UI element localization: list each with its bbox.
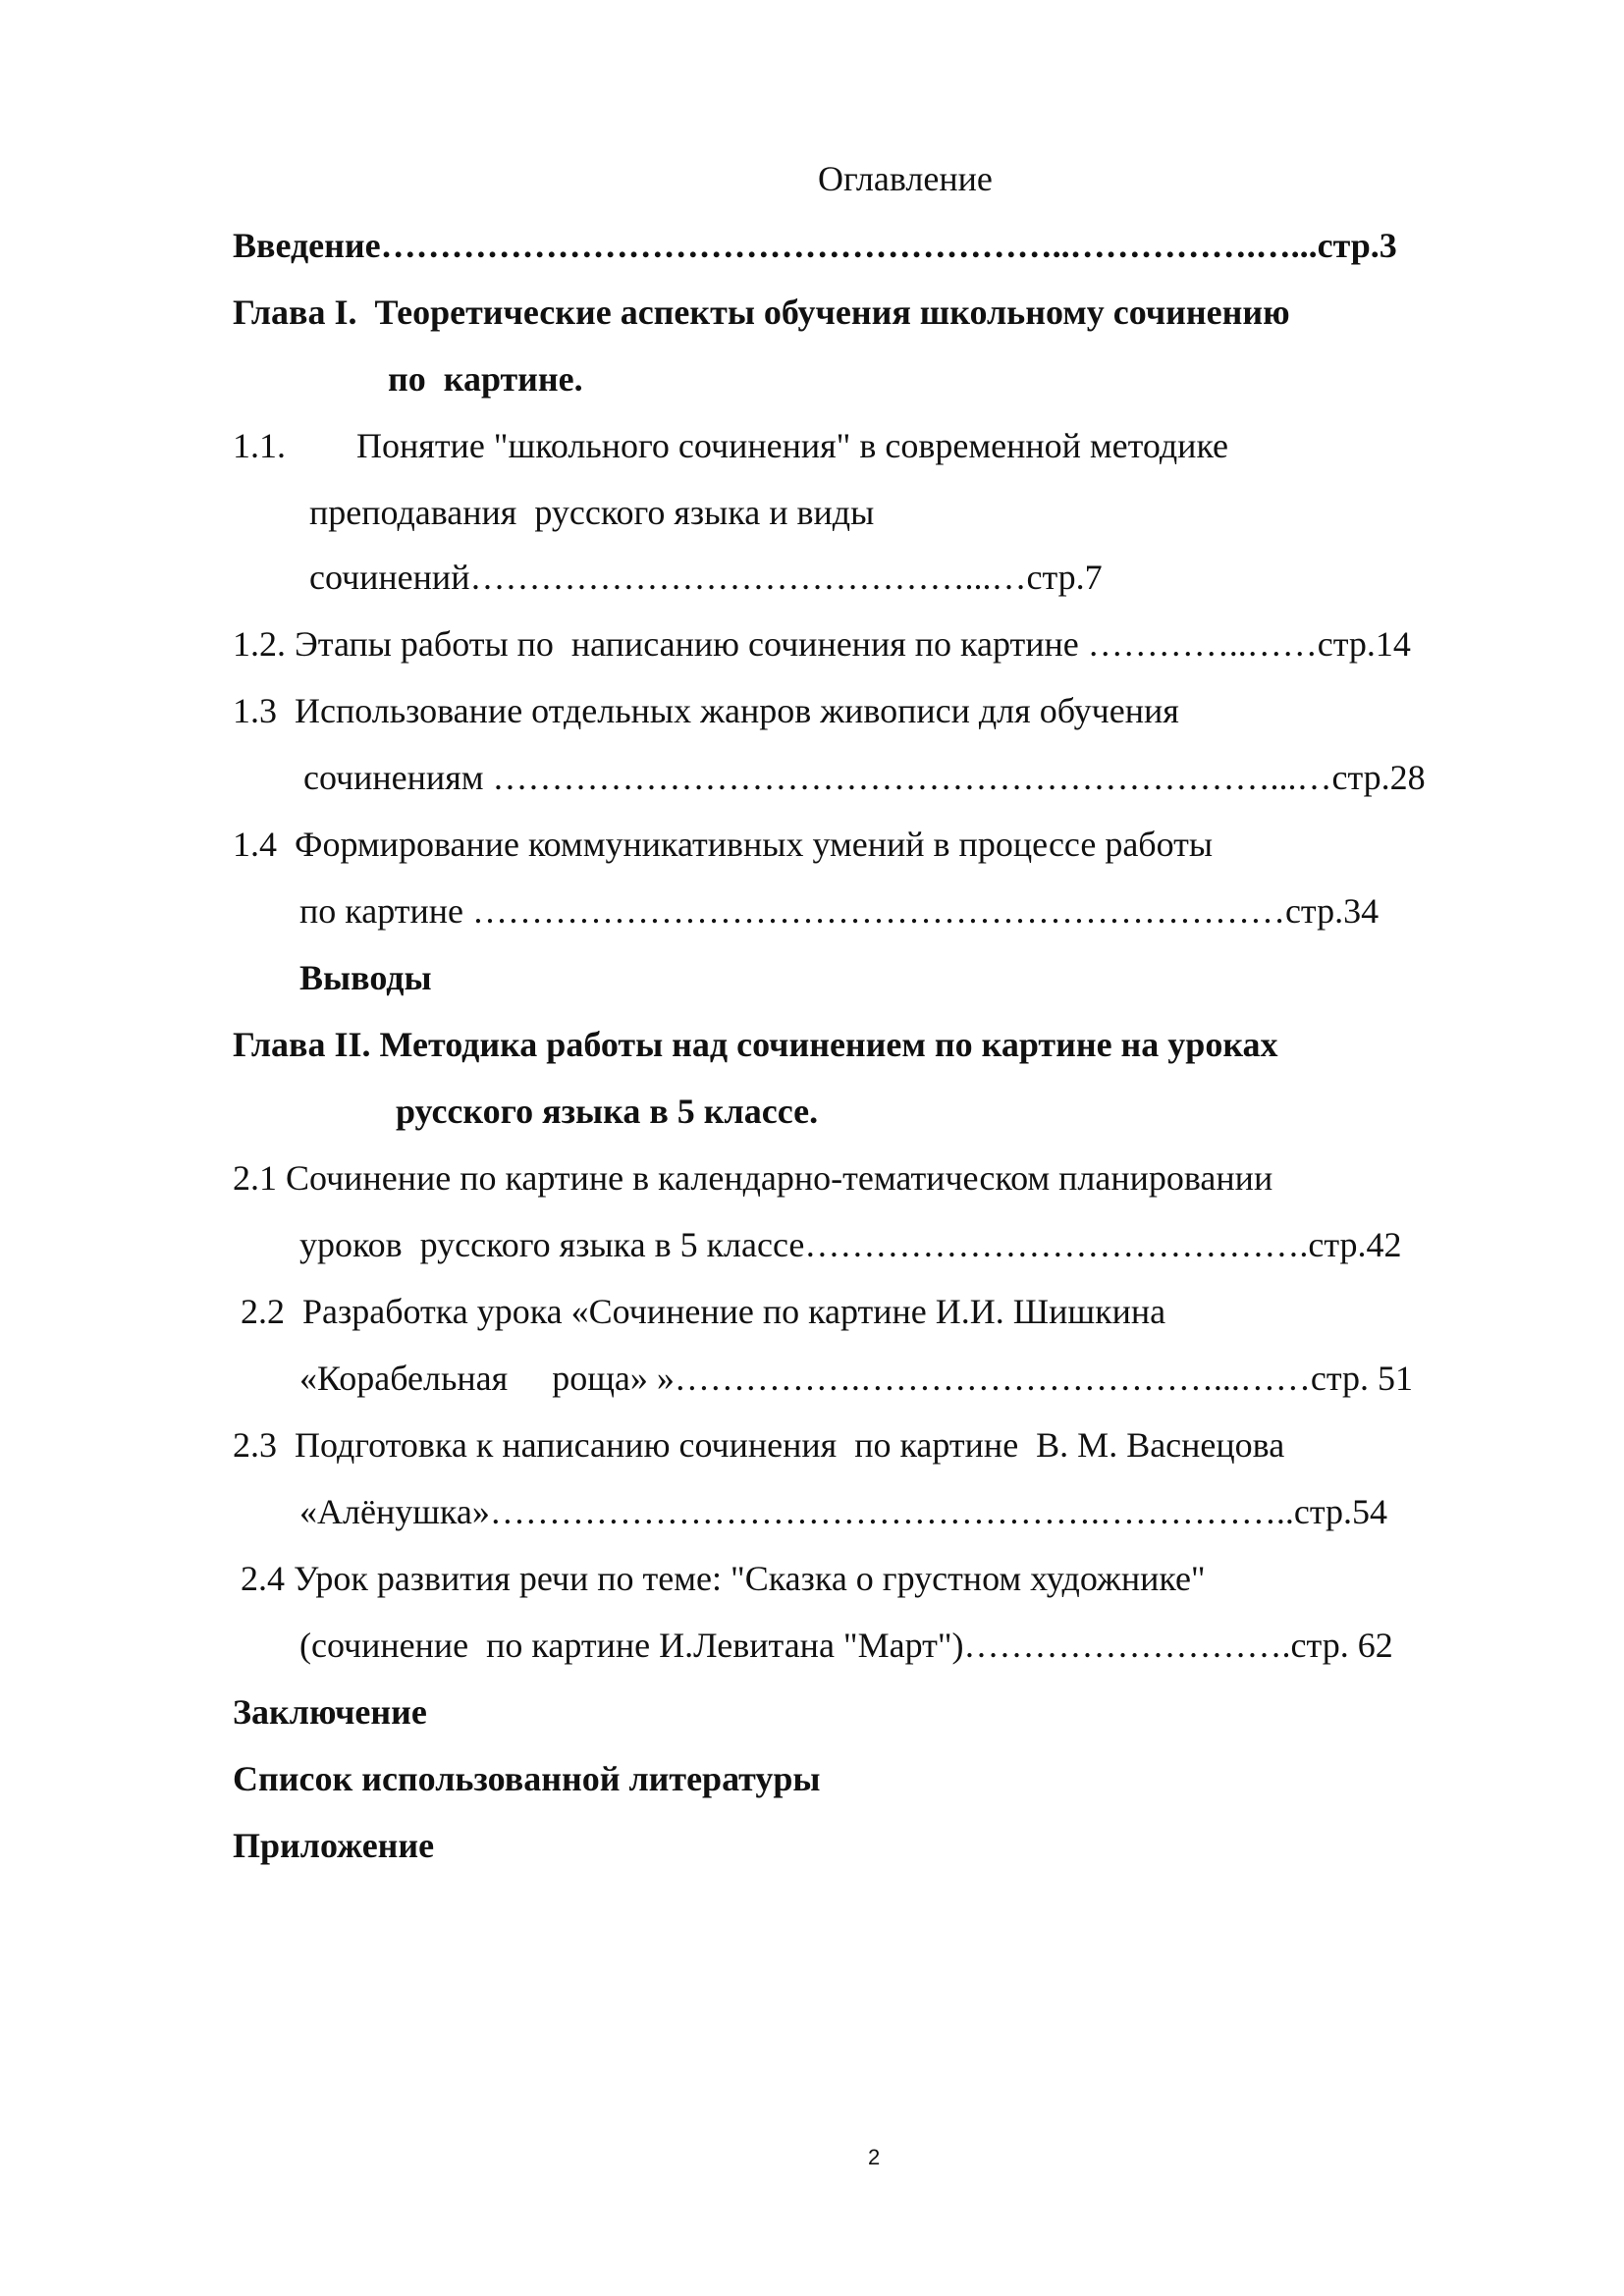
toc-entry-1-2: 1.2. Этапы работы по написанию сочинения по картине …………..……стр.14	[233, 624, 1411, 664]
toc-entry-1-1: 1.1. Понятие "школьного сочинения" в современной методике	[233, 426, 1229, 465]
toc-entry-2-1-cont: уроков русского языка в 5 классе…………………………………….стр.42	[299, 1225, 1402, 1264]
toc-entry-references: Список использованной литературы	[233, 1759, 821, 1798]
toc-entry-2-3-cont: «Алёнушка»…………………………………………….……………..стр.54	[299, 1492, 1388, 1531]
toc-entry-chapter-2-cont: русского языка в 5 классе.	[396, 1092, 819, 1131]
toc-entry-2-4-cont: (сочинение по картине И.Левитана "Март")……………………….стр. 62	[299, 1626, 1393, 1665]
toc-entry-chapter-2: Глава II. Методика работы над сочинением по картине на уроках	[233, 1025, 1278, 1064]
page-number: 2	[868, 2145, 881, 2169]
toc-entry-1-1-page: сочинений……………………………………...…стр.7	[309, 558, 1103, 597]
toc-entry-chapter-1-cont: по картине.	[388, 359, 583, 399]
toc-entry-1-3: 1.3 Использование отдельных жанров живописи для обучения	[233, 691, 1179, 730]
toc-entry-conclusion: Заключение	[233, 1692, 427, 1732]
toc-entry-1-4: 1.4 Формирование коммуникативных умений в процессе работы	[233, 825, 1214, 864]
toc-entry-2-1: 2.1 Сочинение по картине в календарно-тематическом планировании	[233, 1158, 1273, 1198]
toc-entry-chapter-1: Глава I. Теоретические аспекты обучения школьному сочинению	[233, 293, 1290, 332]
toc-entry-1-3-cont: сочинениям …………………………………………………………...…стр.28	[303, 758, 1426, 797]
toc-heading: Оглавление	[818, 159, 993, 198]
toc-entry-appendix: Приложение	[233, 1826, 435, 1865]
toc-entry-2-2: 2.2 Разработка урока «Сочинение по картине И.И. Шишкина	[241, 1292, 1166, 1331]
toc-entry-1-1-cont: преподавания русского языка и виды	[309, 493, 875, 532]
toc-entry-conclusions: Выводы	[299, 958, 432, 997]
toc-entry-2-2-cont: «Корабельная роща» »…………….…………………………...……стр. 51	[299, 1359, 1414, 1398]
toc-entry-2-4: 2.4 Урок развития речи по теме: "Сказка о грустном художнике"	[241, 1559, 1206, 1598]
toc-entry-2-3: 2.3 Подготовка к написанию сочинения по картине В. М. Васнецова	[233, 1425, 1285, 1465]
toc-entry-introduction: Введение…………………………………………………..…………….…...стр.3	[233, 226, 1397, 265]
toc-entry-1-4-cont: по картине ……………………………………………………………стр.34	[299, 891, 1380, 931]
